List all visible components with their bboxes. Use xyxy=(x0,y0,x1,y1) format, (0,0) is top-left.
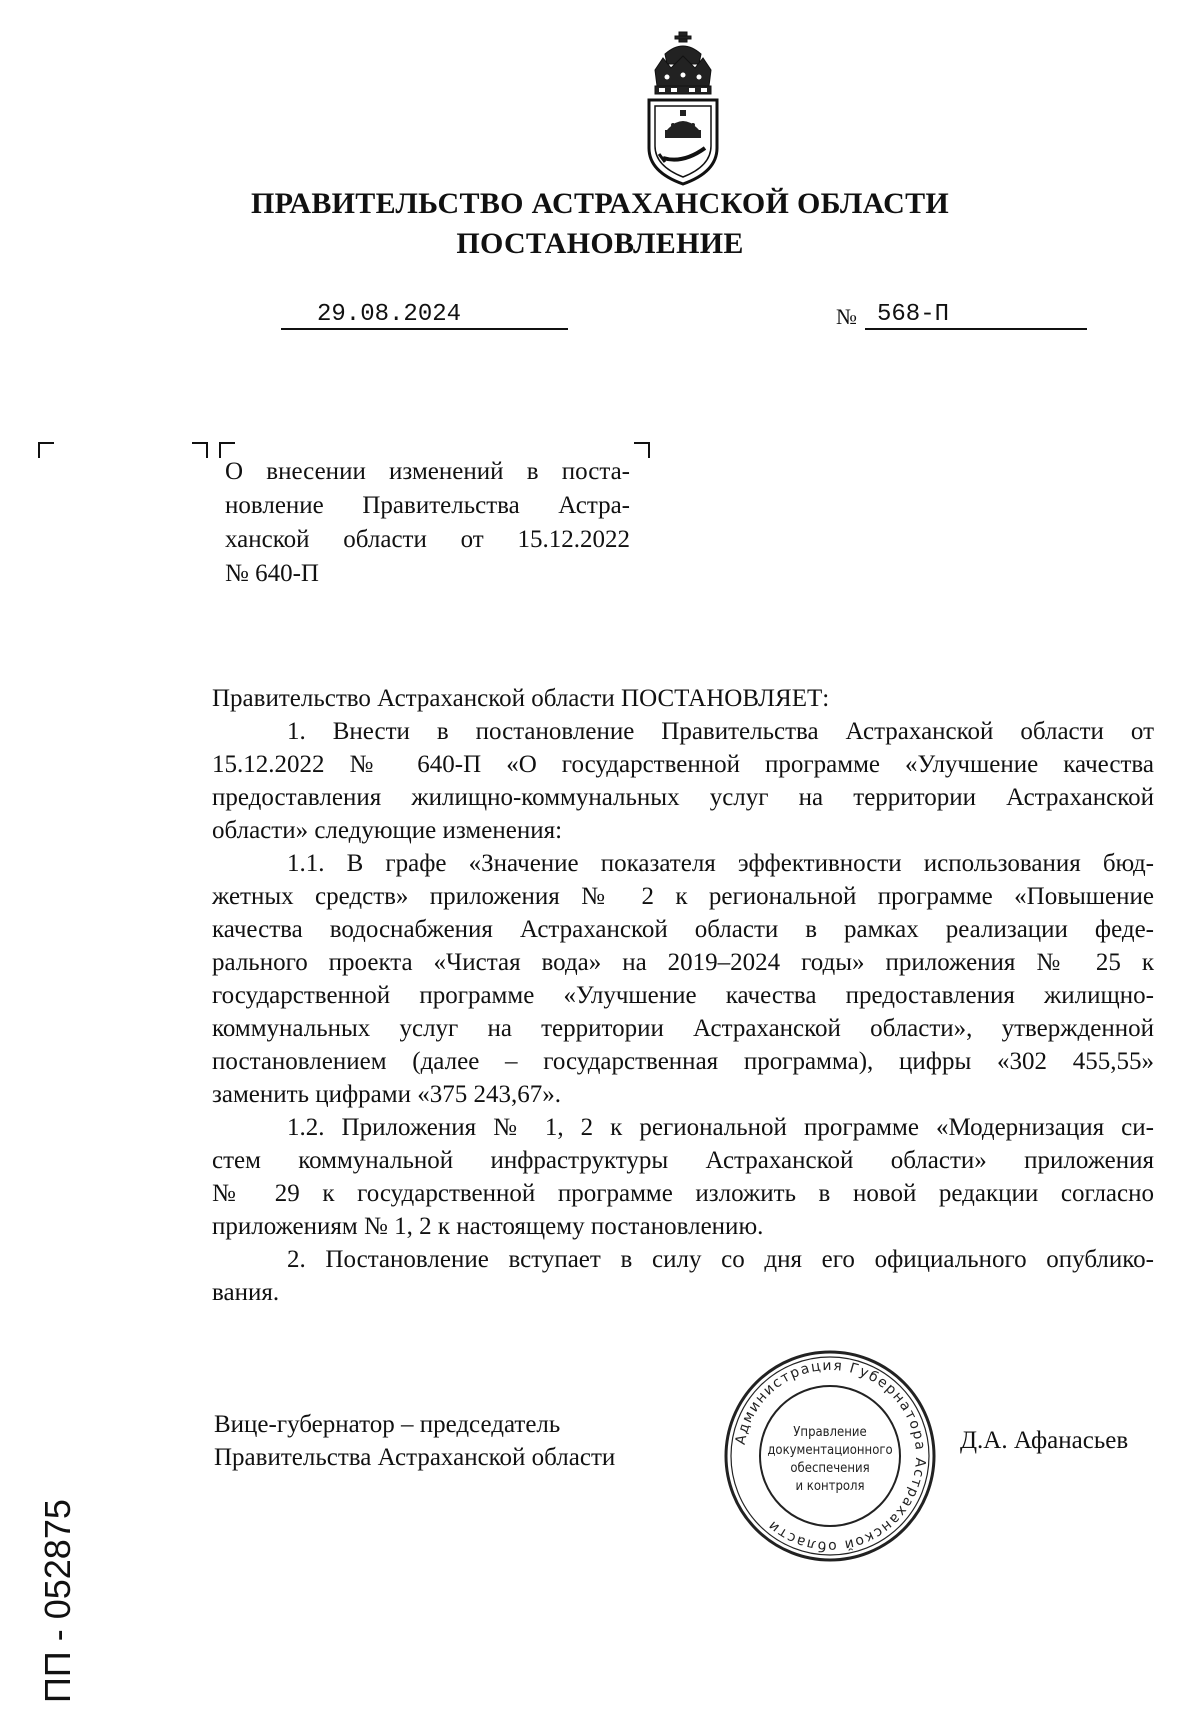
stamp-outer-text: Администрация Губернатора Астраханской области xyxy=(732,1357,929,1555)
coat-of-arms-emblem xyxy=(635,30,731,186)
body-line: № 29 к государственной программе изложить в новой редакции согласно xyxy=(212,1180,1154,1207)
signer-position-line: Правительства Астраханской области xyxy=(214,1444,616,1471)
signer-position-line: Вице-губернатор – председатель xyxy=(214,1411,561,1438)
subject-line: ханской области от 15.12.2022 xyxy=(225,526,630,553)
corner-mark xyxy=(634,442,650,458)
body-line: рального проекта «Чистая вода» на 2019–2024 годы» приложения № 25 к xyxy=(212,949,1154,976)
subject-line: № 640-П xyxy=(225,560,319,587)
body-line: 2. Постановление вступает в силу со дня его официального опублико- xyxy=(287,1246,1154,1273)
body-line: коммунальных услуг на территории Астраханской области», утвержденной xyxy=(212,1015,1154,1042)
body-line: заменить цифрами «375 243,67». xyxy=(212,1081,561,1108)
document-number: 568-П xyxy=(877,301,950,328)
body-intro: Правительство Астраханской области ПОСТАНОВЛЯЕТ: xyxy=(212,685,830,712)
number-sign: № xyxy=(836,304,857,329)
body-line: области» следующие изменения: xyxy=(212,817,563,844)
body-line: приложениям № 1, 2 к настоящему постановлению. xyxy=(212,1213,764,1240)
document-date: 29.08.2024 xyxy=(317,301,462,328)
body-line: качества водоснабжения Астраханской области в рамках реализации феде- xyxy=(212,916,1154,943)
corner-mark xyxy=(192,442,208,458)
signer-name: Д.А. Афанасьев xyxy=(960,1427,1129,1454)
body-line: постановлением (далее – государственная программа), цифры «302 455,55» xyxy=(212,1048,1154,1075)
body-line: 1. Внести в постановление Правительства Астраханской области от xyxy=(287,718,1154,745)
body-line: государственной программе «Улучшение качества предоставления жилищно- xyxy=(212,982,1154,1009)
document-date-line xyxy=(281,301,568,330)
body-line: 1.2. Приложения № 1, 2 к региональной программе «Модернизация си- xyxy=(287,1114,1154,1141)
official-stamp xyxy=(722,1348,938,1564)
serial-code xyxy=(22,1385,82,1705)
document-subject xyxy=(225,455,630,591)
stamp-inner-text: и контроля xyxy=(795,1479,865,1494)
document-body xyxy=(212,682,1154,1309)
corner-mark xyxy=(38,442,54,458)
signer-position xyxy=(214,1408,615,1474)
stamp-inner-text: обеспечения xyxy=(790,1461,870,1476)
organization-title: ПРАВИТЕЛЬСТВО АСТРАХАНСКОЙ ОБЛАСТИ xyxy=(250,187,950,220)
stamp-inner-text: документационного xyxy=(767,1443,893,1458)
serial-code-text: ПП - 052875 xyxy=(37,1499,78,1703)
body-line: предоставления жилищно-коммунальных услуг на территории Астраханской xyxy=(212,784,1154,811)
document-type-title: ПОСТАНОВЛЕНИЕ xyxy=(456,227,744,260)
body-line: 1.1. В графе «Значение показателя эффективности использования бюд- xyxy=(287,850,1154,877)
body-line: 15.12.2022 № 640-П «О государственной программе «Улучшение качества xyxy=(212,751,1154,778)
document-number-line xyxy=(865,301,1087,330)
body-line: стем коммунальной инфраструктуры Астраханской области» приложения xyxy=(212,1147,1154,1174)
subject-line: О внесении изменений в поста- xyxy=(225,458,630,485)
subject-line: новление Правительства Астра- xyxy=(225,492,630,519)
body-line: вания. xyxy=(212,1279,280,1306)
stamp-inner-text: Управление xyxy=(793,1425,867,1440)
body-line: жетных средств» приложения № 2 к региональной программе «Повышение xyxy=(212,883,1154,910)
